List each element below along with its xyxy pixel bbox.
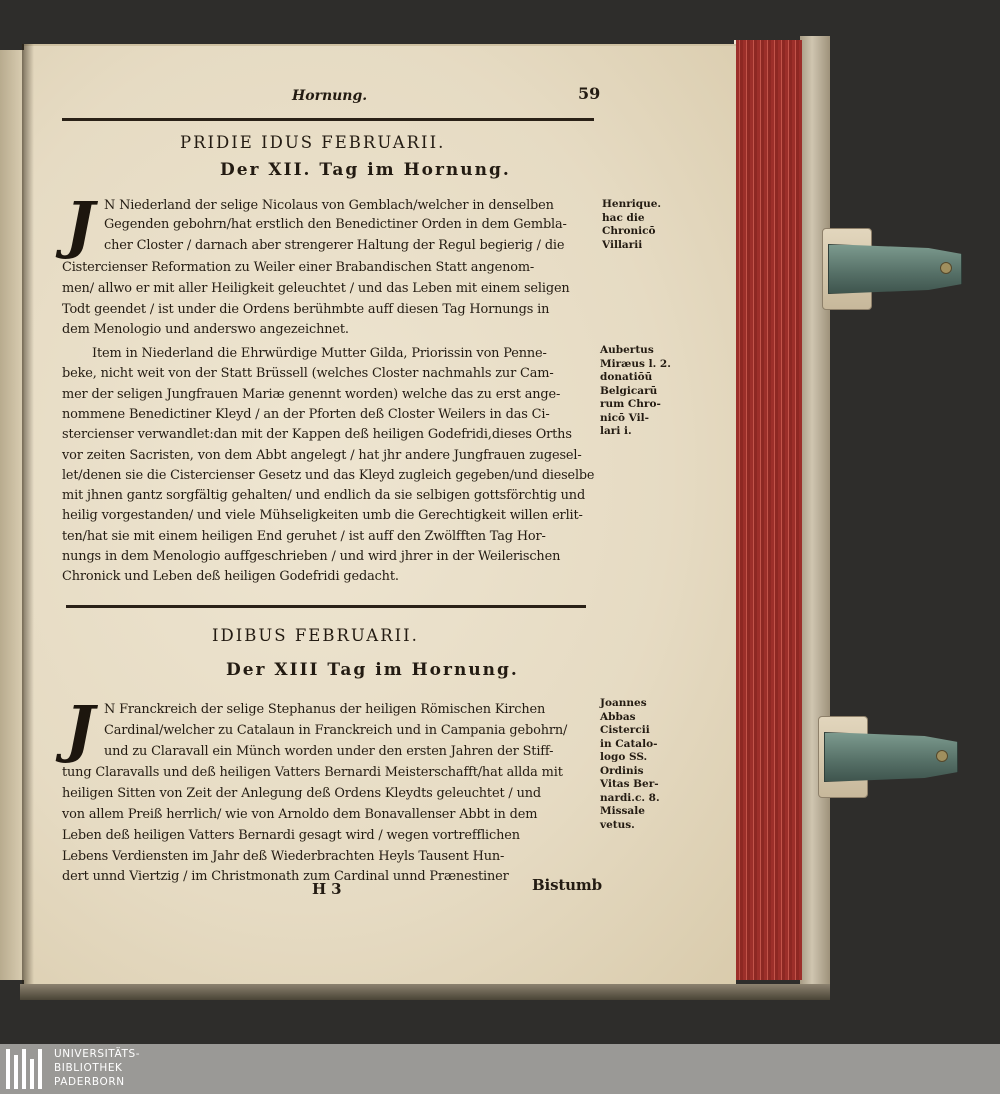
paragraph-line: Lebens Verdiensten im Jahr deß Wiederbrachten Heyls Tausent Hun- [62,849,505,864]
book-cover-edge [800,36,830,996]
paragraph-line: dert unnd Viertzig / im Christmonath zum Cardinal unnd Prænestiner [62,869,509,884]
library-logo-icon [6,1049,46,1089]
margin-note-line: logo SS. [600,751,648,763]
paragraph-line: dem Menologio und anderswo angezeichnet. [62,322,349,337]
paragraph-line: Leben deß heiligen Vatters Bernardi gesagt wird / wegen vortrefflichen [62,828,520,843]
red-page-edges [734,40,802,980]
clasp-top [822,228,962,308]
section1-dropcap: J [65,188,95,261]
section2-heading-german: Der XIII Tag im Hornung. [226,660,519,680]
margin-note-line: Henrique. [602,198,662,210]
paragraph-line: ten/hat sie mit einem heiligen End geruhet / ist auff den Zwölfften Tag Hor- [62,528,546,544]
section1-heading-german: Der XII. Tag im Hornung. [220,160,511,180]
running-head: Hornung. [292,88,368,104]
margin-note-line: Ordinis [600,764,644,777]
margin-note-line: nardi.c. 8. [600,791,660,804]
paragraph-line: nungs in dem Menologio auffgeschrieben / und wird jhrer in der Weilerischen [62,549,561,564]
paragraph-line: nommene Benedictiner Kleyd / an der Pforten deß Closter Weilers in das Ci- [62,406,550,422]
margin-note-line: nicō Vil- [600,411,649,424]
margin-note-line: in Catalo- [600,737,658,750]
library-name-line3: PADERBORN [54,1076,125,1088]
section2-dropcap: J [65,692,95,765]
paragraph-line: N Franckreich der selige Stephanus der heiligen Römischen Kirchen [104,702,546,717]
margin-note-line: Vitas Ber- [600,778,659,790]
section1-heading-latin: PRIDIE IDUS FEBRUARII. [180,133,446,152]
library-name-line2: BIBLIOTHEK [54,1062,123,1074]
paragraph-line: N Niederland der selige Nicolaus von Gemblach/welcher in denselben [104,198,554,213]
paragraph-line: Gegenden gebohrn/hat erstlich den Benedictiner Orden in dem Gembla- [104,217,567,232]
margin-note-joannes [600,697,660,832]
margin-note-line: Missale [600,805,645,817]
paragraph-line: und zu Claravall ein Münch worden under den ersten Jahren der Stiff- [104,744,554,759]
clasp-rivet [936,750,948,762]
margin-note-line: donatiōū [600,371,653,383]
paragraph-line: Cardinal/welcher zu Catalaun in Franckreich und in Campania gebohrn/ [104,723,568,738]
paragraph-line: heilig vorgestanden/ und viele Mühseligkeiten umb die Gerechtigkeit willen erlit- [62,508,583,524]
library-name [54,1047,140,1089]
section-divider-rule [66,605,586,608]
paragraph-line: vor zeiten Sacristen, von dem Abbt angelegt / hat jhr andere Jungfrauen zugesel- [62,447,582,463]
margin-note-line: Villarii [602,238,643,251]
section2-heading-latin: IDIBUS FEBRUARII. [212,626,419,645]
paragraph-line: Todt geendet / ist under die Ordens berühmbte auff diesen Tag Hornungs in [62,302,550,317]
margin-note-line: Belgicarū [600,384,658,397]
book-cover-bottom [20,984,830,1000]
margin-note-line: hac die [602,211,645,224]
margin-note-henrique [602,198,661,252]
paragraph-line: beke, nicht weit von der Statt Brüssell (welches Closter nachmahls zur Cam- [62,366,554,382]
margin-note-aubertus [600,344,671,439]
margin-note-line: vetus. [600,818,635,831]
signature-mark: H 3 [312,880,342,898]
gutter-shadow [22,44,34,984]
paragraph-line: von allem Preiß herrlich/ wie von Arnoldo dem Bonavallenser Abbt in dem [62,807,538,822]
paragraph-line: mit jhnen gantz sorgfältig gehalten/ und endlich da sie selbigen gottsförchtig und [62,488,586,504]
top-rule [62,118,594,121]
paragraph-line: Chronick und Leben deß heiligen Godefridi gedacht. [62,569,399,585]
margin-note-line: Miræus l. 2. [600,357,671,370]
margin-note-line: Joannes [600,697,647,709]
paragraph-line: stercienser verwandlet:dan mit der Kappen deß heiligen Godefridi,dieses Orths [62,427,572,443]
paragraph-line: let/denen sie die Cistercienser Gesetz und das Kleyd zugleich gegeben/und dieselbe [62,467,595,483]
page-number: 59 [578,84,601,103]
paragraph-line: heiligen Sitten von Zeit der Anlegung deß Ordens Kleydts geleuchtet / und [62,786,541,801]
clasp-bottom [818,716,958,796]
paragraph-line: Item in Niederland die Ehrwürdige Mutter Gilda, Priorissin von Penne- [92,346,547,361]
margin-note-line: Abbas [600,710,636,723]
library-name-line1: UNIVERSITÄTS- [54,1048,141,1060]
clasp-rivet [940,262,952,274]
margin-note-line: lari i. [600,425,632,437]
paragraph-line: men/ allwo er mit aller Heiligkeit geleuchtet / und das Leben mit einem seligen [62,281,570,296]
margin-note-line: Aubertus [600,344,654,356]
paragraph-line: tung Claravalls und deß heiligen Vatters Bernardi Meisterschafft/hat allda mit [62,765,563,780]
paragraph-line: cher Closter / darnach aber strengerer Haltung der Regul begierig / die [104,238,565,253]
catchword: Bistumb [532,876,602,894]
library-footer-bar [0,1044,1000,1094]
margin-note-line: rum Chro- [600,398,661,410]
margin-note-line: Cistercii [600,724,650,736]
paragraph-line: Cistercienser Reformation zu Weiler einer Brabandischen Statt angenom- [62,260,535,275]
paragraph-line: mer der seligen Jungfrauen Mariæ genennt worden) welche das zu erst ange- [62,386,561,402]
margin-note-line: Chronicō [602,225,656,237]
